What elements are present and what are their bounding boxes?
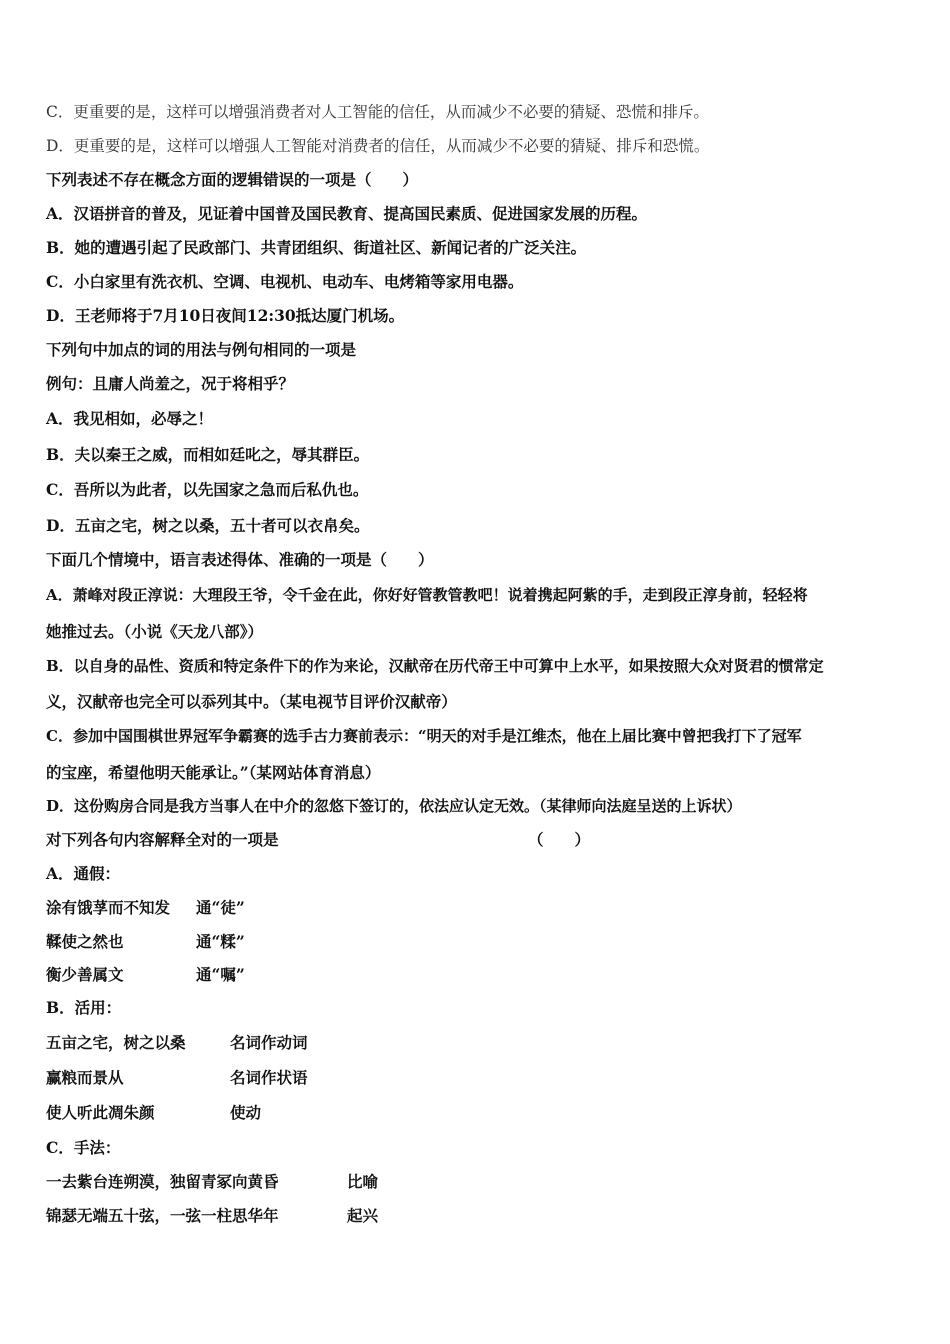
question-4-b-item-1: 五亩之宅，树之以桑 bbox=[46, 1033, 186, 1052]
question-2-option-d: D．五亩之宅，树之以桑，五十者可以衣帛矣。 bbox=[46, 516, 370, 535]
question-4-c-item-2-note: 起兴 bbox=[347, 1206, 379, 1225]
question-1-option-b: B．她的遭遇引起了民政部门、共青团组织、街道社区、新闻记者的广泛关注。 bbox=[46, 238, 587, 257]
question-1-option-d: D．王老师将于7月10日夜间12:30抵达厦门机场。 bbox=[46, 306, 405, 325]
question-4-b-item-1-note: 名词作动词 bbox=[230, 1033, 308, 1052]
question-4-b-item-2: 赢粮而景从 bbox=[46, 1068, 124, 1087]
question-3-option-a-line2: 她推过去。（小说《天龙八部》） bbox=[46, 622, 264, 641]
question-4-b-item-2-note: 名词作状语 bbox=[230, 1068, 308, 1087]
question-1-stem: 下列表述不存在概念方面的逻辑错误的一项是（ ） bbox=[46, 170, 419, 189]
question-2-option-b: B．夫以秦王之威，而相如廷叱之，辱其群臣。 bbox=[46, 445, 370, 464]
question-2-option-a: A．我见相如，必辱之！ bbox=[46, 409, 214, 428]
question-4-a-item-1: 涂有饿莩而不知发 bbox=[46, 898, 171, 917]
question-3-option-b-line1: B．以自身的品性、资质和特定条件下的作为来论，汉献帝在历代帝王中可算中上水平，如果按照大众对贤君的惯常定 bbox=[46, 657, 824, 675]
question-1-option-a: A．汉语拼音的普及，见证着中国普及国民教育、提高国民素质、促进国家发展的历程。 bbox=[46, 204, 648, 223]
question-3-option-c-line2: 的宝座，希望他明天能承让。”（某网站体育消息） bbox=[46, 763, 381, 782]
question-4-c-item-2: 锦瑟无端五十弦，一弦一柱思华年 bbox=[46, 1206, 279, 1225]
question-3-option-b-line2: 义，汉献帝也完全可以忝列其中。（某电视节目评价汉献帝） bbox=[46, 692, 457, 711]
question-4-option-c: C．手法： bbox=[46, 1138, 121, 1157]
question-3-option-d: D．这份购房合同是我方当事人在中介的忽悠下签订的，依法应认定无效。（某律师向法庭呈送的上诉状） bbox=[46, 797, 742, 815]
question-4-b-item-3: 使人听此凋朱颜 bbox=[46, 1103, 155, 1122]
question-2-option-c: C．吾所以为此者，以先国家之急而后私仇也。 bbox=[46, 480, 369, 499]
question-2-stem: 下列句中加点的词的用法与例句相同的一项是 bbox=[46, 340, 357, 359]
question-4-option-a: A．通假： bbox=[46, 864, 121, 883]
question-4-stem: 对下列各句内容解释全对的一项是 bbox=[46, 830, 279, 849]
question-4-a-item-3: 衡少善属文 bbox=[46, 965, 124, 984]
question-1-option-c: C．小白家里有洗衣机、空调、电视机、电动车、电烤箱等家用电器。 bbox=[46, 272, 524, 291]
question-3-option-a-line1: A．萧峰对段正淳说：大理段王爷，令千金在此，你好好管教管教吧！说着携起阿紫的手，走到段正淳身前，轻轻将 bbox=[46, 586, 808, 604]
question-4-a-item-3-note: 通“嘱” bbox=[196, 965, 245, 984]
question-2-example: 例句：且庸人尚羞之，况于将相乎？ bbox=[46, 374, 295, 393]
option-c-line: C．更重要的是，这样可以增强消费者对人工智能的信任，从而减少不必要的猜疑、恐慌和排斥。 bbox=[46, 103, 709, 121]
option-d-line: D．更重要的是，这样可以增强人工智能对消费者的信任，从而减少不必要的猜疑、排斥和恐慌。 bbox=[46, 137, 710, 155]
question-4-a-item-2: 鞣使之然也 bbox=[46, 932, 124, 951]
question-3-option-c-line1: C．参加中国围棋世界冠军争霸赛的选手古力赛前表示：“明天的对手是江维杰，他在上届比赛中曾把我打下了冠军 bbox=[46, 727, 802, 745]
question-4-a-item-1-note: 通“徒” bbox=[196, 898, 245, 917]
question-4-c-item-1-note: 比喻 bbox=[347, 1172, 379, 1191]
question-4-b-item-3-note: 使动 bbox=[230, 1103, 262, 1122]
question-4-option-b: B．活用： bbox=[46, 998, 122, 1017]
question-4-c-item-1: 一去紫台连朔漠，独留青冢向黄昏 bbox=[46, 1172, 279, 1191]
question-4-a-item-2-note: 通“糅” bbox=[196, 932, 245, 951]
question-4-answer-paren: （ ） bbox=[528, 830, 591, 849]
question-3-stem: 下面几个情境中，语言表述得体、准确的一项是（ ） bbox=[46, 550, 434, 569]
